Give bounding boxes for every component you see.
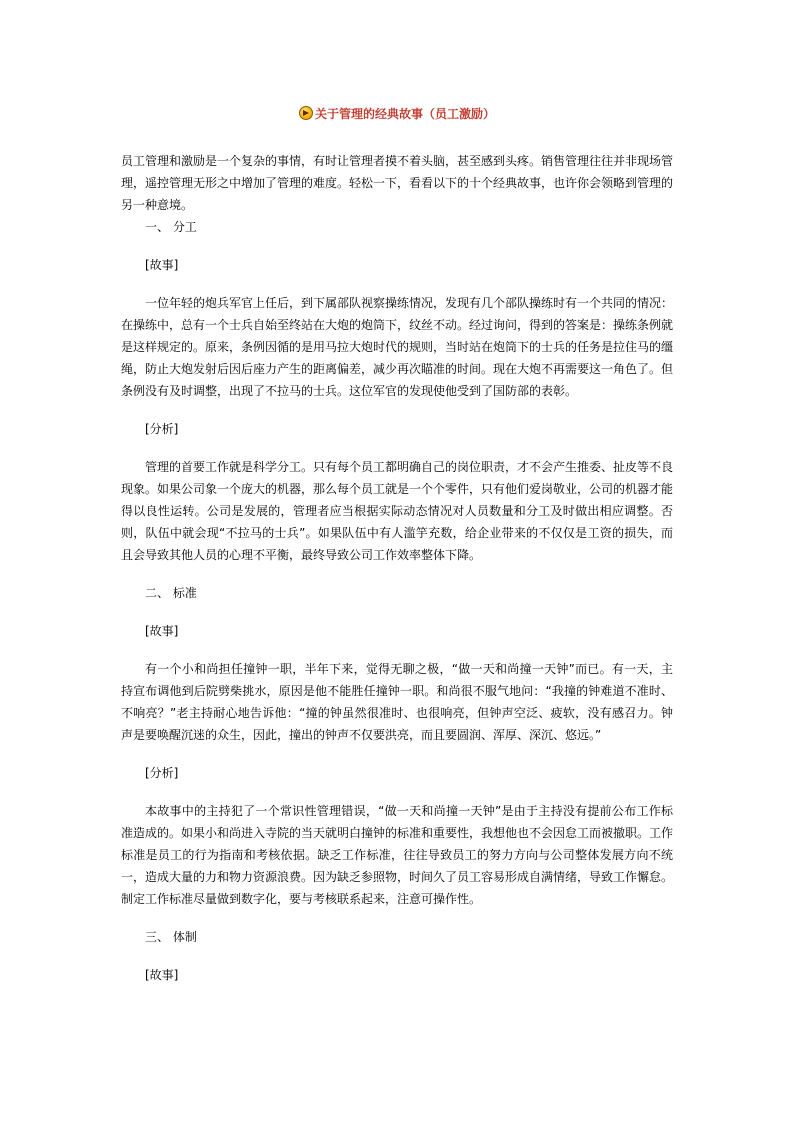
arrow-circle-icon [299, 106, 313, 120]
analysis-paragraph-2: 本故事中的主持犯了一个常识性管理错误，“做一天和尚撞一天钟”是由于主持没有提前公布工作标准造成的。如果小和尚进入寺院的当天就明白撞钟的标准和重要性，我想他也不会因怠工而被撤职。工作标准是员工的行为指南和考核依据。缺乏工作标准，往往导致员工的努力方向与公司整体发展方向不统一，造成大量的力和物力资源浪费。因为缺乏参照物，时间久了员工容易形成自满情绪，导致工作懈怠。制定工作标准尽量做到数字化，要与考核联系起来，注意可操作性。 [121, 804, 674, 906]
document-title [0, 103, 794, 123]
intro-paragraph: 员工管理和激励是一个复杂的事情，有时让管理者摸不着头脑，甚至感到头疼。销售管理往往并非现场管理，遥控管理无形之中增加了管理的难度。轻松一下，看看以下的十个经典故事，也许你会领略到管理的另一种意境。 [121, 154, 674, 212]
story-tag-3: [故事] [145, 968, 179, 982]
analysis-tag-2: [分析] [145, 766, 179, 780]
story-paragraph-2: 有一个小和尚担任撞钟一职，半年下来，觉得无聊之极，“做一天和尚撞一天钟”而已。有一天，主持宣布调他到后院劈柴挑水，原因是他不能胜任撞钟一职。和尚很不服气地问：“我撞的钟难道不准时、不响亮？”老主持耐心地告诉他：“撞的钟虽然很准时、也很响亮，但钟声空泛、疲软，没有感召力。钟声是要唤醒沉迷的众生，因此，撞出的钟声不仅要洪亮，而且要圆润、浑厚、深沉、悠远。” [121, 662, 673, 742]
analysis-tag-1: [分析] [145, 422, 179, 436]
section-heading-1: 一、 分工 [145, 220, 197, 234]
story-tag-2: [故事] [145, 624, 179, 638]
title-text: 关于管理的经典故事（员工激励） [314, 106, 495, 121]
analysis-paragraph-1: 管理的首要工作就是科学分工。只有每个员工都明确自己的岗位职责，才不会产生推委、扯皮等不良现象。如果公司象一个庞大的机器，那么每个员工就是一个个零件，只有他们爱岗敬业，公司的机器才能得以良性运转。公司是发展的，管理者应当根据实际动态情况对人员数量和分工及时做出相应调整。否则，队伍中就会现“不拉马的士兵”。如果队伍中有人滥竽充数，给企业带来的不仅仅是工资的损失，而且会导致其他人员的心理不平衡，最终导致公司工作效率整体下降。 [121, 460, 674, 562]
section-heading-3: 三、 体制 [145, 930, 197, 944]
story-tag-1: [故事] [145, 258, 179, 272]
story-paragraph-1: 一位年轻的炮兵军官上任后，到下属部队视察操练情况，发现有几个部队操练时有一个共同的情况：在操练中，总有一个士兵自始至终站在大炮的炮筒下，纹丝不动。经过询问，得到的答案是：操练条例就是这样规定的。原来，条例因循的是用马拉大炮时代的规则，当时站在炮筒下的士兵的任务是拉住马的缰绳，防止大炮发射后因后座力产生的距离偏差，减少再次瞄准的时间。现在大炮不再需要这一角色了。但条例没有及时调整，出现了不拉马的士兵。这位军官的发现使他受到了国防部的表彰。 [121, 296, 674, 398]
document-body [121, 150, 673, 986]
section-heading-2: 二、 标准 [145, 586, 197, 600]
